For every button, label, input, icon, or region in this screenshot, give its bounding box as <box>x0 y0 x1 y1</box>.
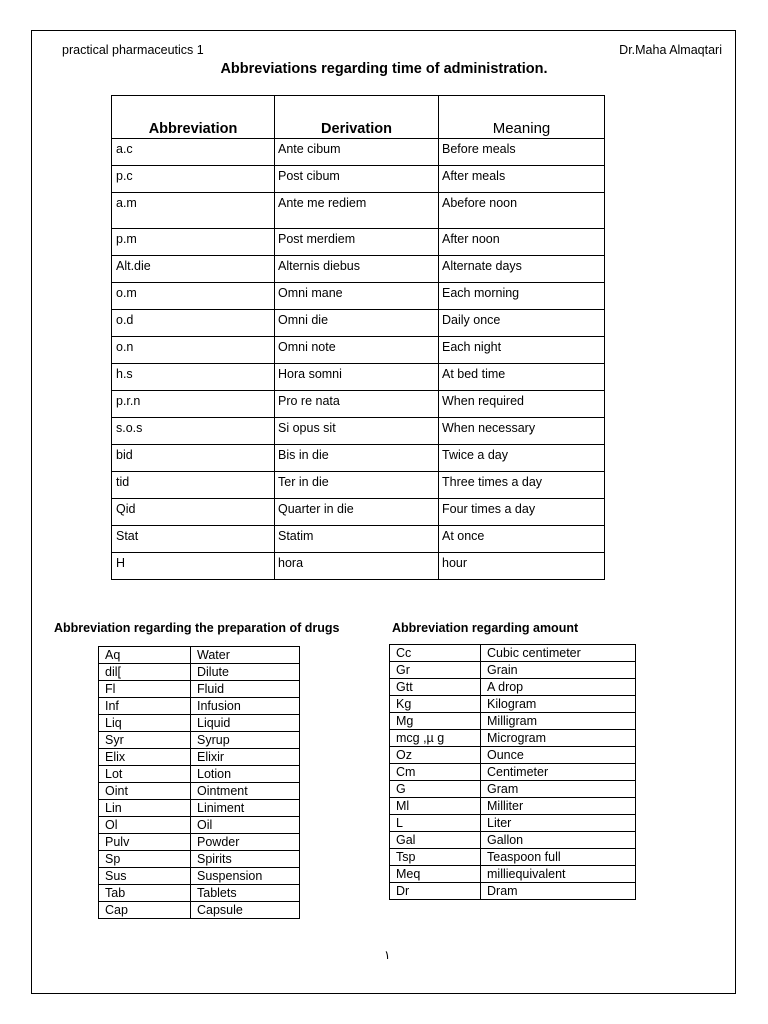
derivation-cell: Ante cibum <box>275 139 439 166</box>
abbreviation-cell: dil[ <box>99 664 191 681</box>
meaning-cell: At bed time <box>439 364 605 391</box>
amount-abbreviations-table <box>389 644 636 900</box>
derivation-cell: Ter in die <box>275 472 439 499</box>
table-row <box>112 193 605 229</box>
meaning-cell: Syrup <box>191 732 300 749</box>
meaning-cell: A drop <box>481 679 636 696</box>
meaning-cell: Powder <box>191 834 300 851</box>
preparation-abbreviations-table <box>98 646 300 919</box>
table-row <box>390 883 636 900</box>
table-row <box>99 749 300 766</box>
course-title: practical pharmaceutics 1 <box>62 43 204 57</box>
table-row <box>99 868 300 885</box>
derivation-cell: Hora somni <box>275 364 439 391</box>
meaning-cell: Twice a day <box>439 445 605 472</box>
abbreviation-cell: Gal <box>390 832 481 849</box>
table-row <box>112 166 605 193</box>
meaning-cell: Ounce <box>481 747 636 764</box>
derivation-cell: Post cibum <box>275 166 439 193</box>
derivation-cell: Post merdiem <box>275 229 439 256</box>
meaning-cell: Infusion <box>191 698 300 715</box>
abbreviation-cell: H <box>112 553 275 580</box>
table-row <box>390 798 636 815</box>
derivation-cell: Statim <box>275 526 439 553</box>
derivation-cell: Ante me rediem <box>275 193 439 229</box>
meaning-cell: Tablets <box>191 885 300 902</box>
table-row <box>112 364 605 391</box>
page-number: ١ <box>384 948 391 962</box>
table-row <box>112 337 605 364</box>
abbreviation-cell: p.r.n <box>112 391 275 418</box>
abbreviation-cell: Cap <box>99 902 191 919</box>
meaning-cell: Microgram <box>481 730 636 747</box>
table-row <box>390 645 636 662</box>
table-row <box>99 902 300 919</box>
derivation-cell: Bis in die <box>275 445 439 472</box>
meaning-cell: When required <box>439 391 605 418</box>
abbreviation-cell: tid <box>112 472 275 499</box>
abbreviation-cell: Pulv <box>99 834 191 851</box>
derivation-cell: Si opus sit <box>275 418 439 445</box>
abbreviation-cell: p.m <box>112 229 275 256</box>
table-row <box>99 834 300 851</box>
table-row <box>390 713 636 730</box>
abbreviation-cell: Tab <box>99 885 191 902</box>
meaning-cell: After noon <box>439 229 605 256</box>
meaning-cell: Milligram <box>481 713 636 730</box>
abbreviation-cell: Meq <box>390 866 481 883</box>
table-row <box>99 681 300 698</box>
table-row <box>112 139 605 166</box>
abbreviation-cell: Cc <box>390 645 481 662</box>
table-row <box>390 764 636 781</box>
table-row <box>112 499 605 526</box>
abbreviation-cell: Gtt <box>390 679 481 696</box>
derivation-cell: Quarter in die <box>275 499 439 526</box>
table-row <box>99 715 300 732</box>
meaning-cell: Alternate days <box>439 256 605 283</box>
derivation-cell: Omni mane <box>275 283 439 310</box>
table-row <box>390 662 636 679</box>
abbreviation-cell: Lot <box>99 766 191 783</box>
meaning-cell: Before meals <box>439 139 605 166</box>
abbreviation-cell: a.m <box>112 193 275 229</box>
meaning-cell: When necessary <box>439 418 605 445</box>
meaning-cell: Spirits <box>191 851 300 868</box>
table-row <box>112 283 605 310</box>
meaning-cell: Elixir <box>191 749 300 766</box>
table-row <box>390 679 636 696</box>
table-row <box>99 817 300 834</box>
abbreviation-cell: Alt.die <box>112 256 275 283</box>
meaning-cell: Daily once <box>439 310 605 337</box>
column-header-abbreviation: Abbreviation <box>112 96 275 139</box>
table-row <box>112 472 605 499</box>
table-row <box>390 832 636 849</box>
meaning-cell: Kilogram <box>481 696 636 713</box>
table-row <box>99 732 300 749</box>
meaning-cell: Ointment <box>191 783 300 800</box>
meaning-cell: milliequivalent <box>481 866 636 883</box>
abbreviation-cell: Sp <box>99 851 191 868</box>
page-title: Abbreviations regarding time of administration. <box>220 61 548 77</box>
amount-section-title: Abbreviation regarding amount <box>392 621 579 635</box>
table-row <box>112 256 605 283</box>
column-header-meaning: Meaning <box>439 96 605 139</box>
derivation-cell: Alternis diebus <box>275 256 439 283</box>
table-row <box>390 781 636 798</box>
meaning-cell: Teaspoon full <box>481 849 636 866</box>
table-row <box>390 747 636 764</box>
meaning-cell: Lotion <box>191 766 300 783</box>
table-row <box>112 229 605 256</box>
table-row <box>99 647 300 664</box>
time-abbreviations-table <box>111 95 605 580</box>
table-row <box>112 391 605 418</box>
meaning-cell: Capsule <box>191 902 300 919</box>
table-row <box>99 698 300 715</box>
abbreviation-cell: L <box>390 815 481 832</box>
meaning-cell: Gram <box>481 781 636 798</box>
table-row <box>112 445 605 472</box>
derivation-cell: Omni note <box>275 337 439 364</box>
table-row <box>390 815 636 832</box>
abbreviation-cell: Cm <box>390 764 481 781</box>
abbreviation-cell: o.m <box>112 283 275 310</box>
meaning-cell: Abefore noon <box>439 193 605 229</box>
abbreviation-cell: mcg ,µ g <box>390 730 481 747</box>
meaning-cell: Liniment <box>191 800 300 817</box>
meaning-cell: At once <box>439 526 605 553</box>
table-row <box>112 526 605 553</box>
abbreviation-cell: Stat <box>112 526 275 553</box>
meaning-cell: Grain <box>481 662 636 679</box>
meaning-cell: Cubic centimeter <box>481 645 636 662</box>
abbreviation-cell: Elix <box>99 749 191 766</box>
meaning-cell: Each morning <box>439 283 605 310</box>
preparation-section-title: Abbreviation regarding the preparation of drugs <box>54 621 340 635</box>
column-header-derivation: Derivation <box>275 96 439 139</box>
abbreviation-cell: bid <box>112 445 275 472</box>
table-row <box>390 866 636 883</box>
abbreviation-cell: Fl <box>99 681 191 698</box>
meaning-cell: Dilute <box>191 664 300 681</box>
table-row <box>112 553 605 580</box>
meaning-cell: Dram <box>481 883 636 900</box>
table-row <box>390 730 636 747</box>
meaning-cell: Centimeter <box>481 764 636 781</box>
table-row <box>99 851 300 868</box>
abbreviation-cell: o.d <box>112 310 275 337</box>
abbreviation-cell: Gr <box>390 662 481 679</box>
table-row <box>99 664 300 681</box>
abbreviation-cell: Aq <box>99 647 191 664</box>
abbreviation-cell: Oint <box>99 783 191 800</box>
meaning-cell: Each night <box>439 337 605 364</box>
derivation-cell: hora <box>275 553 439 580</box>
meaning-cell: Suspension <box>191 868 300 885</box>
table-row <box>112 310 605 337</box>
meaning-cell: hour <box>439 553 605 580</box>
abbreviation-cell: Liq <box>99 715 191 732</box>
table-row <box>390 849 636 866</box>
table-row <box>99 800 300 817</box>
meaning-cell: Fluid <box>191 681 300 698</box>
meaning-cell: Four times a day <box>439 499 605 526</box>
abbreviation-cell: Lin <box>99 800 191 817</box>
abbreviation-cell: Tsp <box>390 849 481 866</box>
abbreviation-cell: a.c <box>112 139 275 166</box>
table-row <box>112 418 605 445</box>
table-header-row <box>112 96 605 139</box>
meaning-cell: Oil <box>191 817 300 834</box>
author-name: Dr.Maha Almaqtari <box>619 43 722 57</box>
meaning-cell: Water <box>191 647 300 664</box>
table-row <box>99 766 300 783</box>
meaning-cell: Gallon <box>481 832 636 849</box>
abbreviation-cell: Ol <box>99 817 191 834</box>
table-row <box>99 783 300 800</box>
abbreviation-cell: Qid <box>112 499 275 526</box>
abbreviation-cell: Oz <box>390 747 481 764</box>
table-row <box>99 885 300 902</box>
abbreviation-cell: Syr <box>99 732 191 749</box>
abbreviation-cell: o.n <box>112 337 275 364</box>
abbreviation-cell: Dr <box>390 883 481 900</box>
meaning-cell: Milliter <box>481 798 636 815</box>
abbreviation-cell: h.s <box>112 364 275 391</box>
meaning-cell: Liquid <box>191 715 300 732</box>
derivation-cell: Pro re nata <box>275 391 439 418</box>
abbreviation-cell: p.c <box>112 166 275 193</box>
abbreviation-cell: Ml <box>390 798 481 815</box>
abbreviation-cell: G <box>390 781 481 798</box>
abbreviation-cell: Inf <box>99 698 191 715</box>
meaning-cell: Three times a day <box>439 472 605 499</box>
abbreviation-cell: Sus <box>99 868 191 885</box>
meaning-cell: Liter <box>481 815 636 832</box>
abbreviation-cell: Mg <box>390 713 481 730</box>
abbreviation-cell: s.o.s <box>112 418 275 445</box>
abbreviation-cell: Kg <box>390 696 481 713</box>
derivation-cell: Omni die <box>275 310 439 337</box>
table-row <box>390 696 636 713</box>
meaning-cell: After meals <box>439 166 605 193</box>
